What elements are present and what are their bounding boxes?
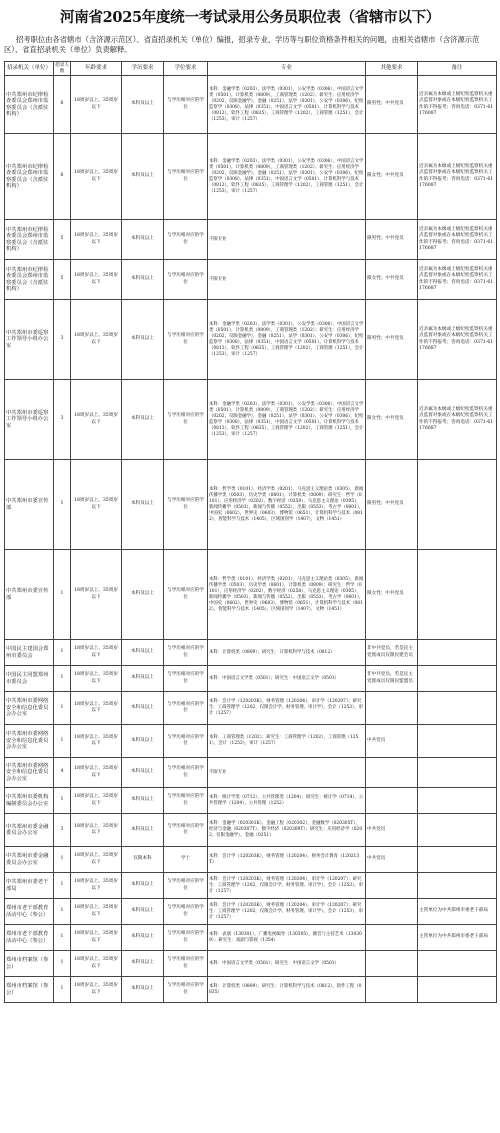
cell-age: 18周岁以上、35周岁以下 — [71, 951, 122, 977]
cell-other: 中共党员 — [366, 814, 418, 847]
cell-count: 4 — [54, 758, 71, 788]
cell-major: 本科：哲学类（0101），经济学类（0201），马克思主义理论类（0305），新闻传播学类（0503），历史学类（0601），计算机类（0809）；研究生：哲学（0101），应用经济学（0202），数字经济（0258），马克思主义理论（0305），新闻传播学（0503），新闻与传播（0552），出版（0553），考古学（0601），中国史（0602），世界史（0603），博物馆（0651），计算机科学与技术（0812），智能科学与技术（1405），区域国别学（1407），文物（1451） — [208, 550, 366, 640]
cell-degree: 与学历相对应的学位 — [164, 134, 208, 220]
table-row — [5, 847, 497, 873]
cell-major: 本科：工商管理类（1202）；研究生：工商管理学（1202），工商管理（1251），会计（1253），审计（1257） — [208, 725, 366, 758]
cell-age: 18周岁以上、35周岁以下 — [71, 977, 122, 1003]
cell-major: 本科：统计学类（0712），公共管理类（1204）；研究生：统计学（0714），公共管理学（1204），公共管理（1252） — [208, 788, 366, 814]
cell-age: 18周岁以上、35周岁以下 — [71, 134, 122, 220]
cell-unit: 中共郑州市委网络安全和信息化委员会办公室 — [5, 725, 54, 758]
cell-age: 18周岁以上、35周岁以下 — [71, 260, 122, 300]
cell-major: 本科：会计学（120203K），财务管理（120204），审计学（120207）；研究生：工商管理学（1202，仅限会计学、财务管理、审计学），会计（1253），审计（1257） — [208, 899, 366, 925]
cell-degree: 与学历相对应的学位 — [164, 788, 208, 814]
cell-degree: 与学历相对应的学位 — [164, 873, 208, 899]
cell-note: 近亲属为本级或上级纪检监察机关重点监督对象或在本级纪检监察机关工作的不得报考；咨询电话：0371-61176087 — [418, 380, 497, 460]
cell-education: 本科及以上 — [122, 220, 164, 260]
cell-education: 本科及以上 — [122, 640, 164, 666]
cell-major: 本科：金融学类（0203），法学类（0301），公安学类（0306），中国语言文学类（0501），计算机类（0809），工商管理类（1202）；研究生：应用经济学（0202，仅限金融学），金融（0251），法学（0301），公安学（0306），纪检监察学（0308），法律（0351），中国语言文学（0501），计算机科学与技术（0812），软件工程（0835），工商管理学（1202），工商管理（1251），会计（1253），审计（1257） — [208, 76, 366, 134]
cell-note: 近亲属为本级或上级纪检监察机关重点监督对象或在本级纪检监察机关工作的不得报考；咨询电话：0371-61176087 — [418, 260, 497, 300]
cell-degree: 与学历相对应的学位 — [164, 460, 208, 550]
cell-major: 不限专业 — [208, 758, 366, 788]
cell-degree: 与学历相对应的学位 — [164, 758, 208, 788]
cell-unit: 中国民主同盟郑州市委员会 — [5, 666, 54, 692]
cell-age: 18周岁以上、35周岁以下 — [71, 76, 122, 134]
cell-age: 18周岁以上、35周岁以下 — [71, 725, 122, 758]
notice-paragraph: 招考职位由各省辖市（含济源示范区）、省直招录机关（单位）编报，招录专业、学历等与职位资格条件相关的问题，由相关省辖市（含济源示范区）、省直招录机关（单位）负责解释。 — [4, 35, 480, 54]
table-row — [5, 260, 497, 300]
cell-age: 18周岁以上、35周岁以下 — [71, 788, 122, 814]
header-age: 年龄要求 — [71, 62, 122, 76]
cell-age: 18周岁以上、35周岁以下 — [71, 847, 122, 873]
cell-major: 本科：金融学（020301K），金融工程（020302），金融数学（020305T），经济与金融（020307T），数字经济（020309T）；研究生：应用经济学（0202，仅限金融学），金融（0251） — [208, 814, 366, 847]
table-row — [5, 925, 497, 951]
cell-major: 本科：中国语言文学类（0501）；研究生：中国语言文学（0501） — [208, 666, 366, 692]
cell-education: 本科及以上 — [122, 788, 164, 814]
cell-age: 18周岁以上、35周岁以下 — [71, 873, 122, 899]
cell-count: 1 — [54, 925, 71, 951]
table-row — [5, 380, 497, 460]
cell-note: 近亲属为本级或上级纪检监察机关重点监督对象或在本级纪检监察机关工作的不得报考；咨询电话：0371-61176087 — [418, 300, 497, 380]
cell-major: 本科：会计学（120203K），财务管理（120204），审计学（120207）；研究生：工商管理学（1202，仅限会计学、财务管理、审计学），会计（1253），审计（1257） — [208, 873, 366, 899]
cell-age: 18周岁以上、35周岁以下 — [71, 758, 122, 788]
cell-unit: 中共郑州市委金融委员会办公室 — [5, 814, 54, 847]
cell-other: 非中共党员，若是民主党派成员仅限民盟盟员 — [366, 666, 418, 692]
cell-other: 限女性；中共党员 — [366, 380, 418, 460]
cell-age: 18周岁以上、35周岁以下 — [71, 814, 122, 847]
cell-age: 18周岁以上、35周岁以下 — [71, 460, 122, 550]
cell-age: 18周岁以上、35周岁以下 — [71, 899, 122, 925]
cell-other — [366, 692, 418, 725]
cell-unit: 中共郑州市委宣传部 — [5, 460, 54, 550]
cell-other: 限女性；中共党员 — [366, 260, 418, 300]
cell-unit: 中共郑州市委网络安全和信息化委员会办公室 — [5, 758, 54, 788]
cell-major: 本科：金融学类（0203），法学类（0301），公安学类（0306），中国语言文学类（0501），计算机类（0809），工商管理类（1202）；研究生：应用经济学（0202，仅限金融学），金融（0251），法学（0301），公安学（0306），纪检监察学（0308），法律（0351），中国语言文学（0501），计算机科学与技术（0812），软件工程（0835），工商管理学（1202），工商管理（1251），会计（1253），审计（1257） — [208, 300, 366, 380]
cell-major: 本科：计算机类（0809）；研究生：计算机科学与技术（0812） — [208, 640, 366, 666]
cell-note: 近亲属为本级或上级纪检监察机关重点监督对象或在本级纪检监察机关工作的不得报考；咨询电话：0371-61176087 — [418, 220, 497, 260]
cell-note: 主管单位为中共郑州市委老干部局 — [418, 899, 497, 925]
cell-note: 近亲属为本级或上级纪检监察机关重点监督对象或在本级纪检监察机关工作的不得报考；咨询电话：0371-61176087 — [418, 76, 497, 134]
cell-note — [418, 977, 497, 1003]
table-row — [5, 640, 497, 666]
cell-education: 本科及以上 — [122, 260, 164, 300]
cell-count: 5 — [54, 260, 71, 300]
cell-count: 6 — [54, 134, 71, 220]
cell-major: 本科：金融学类（0203），法学类（0301），公安学类（0306），中国语言文学类（0501），计算机类（0809），工商管理类（1202）；研究生：应用经济学（0202，仅限金融学），金融（0251），法学（0301），公安学（0306），纪检监察学（0308），法律（0351），中国语言文学（0501），计算机科学与技术（0812），软件工程（0835），工商管理学（1202），工商管理（1251），会计（1253），审计（1257） — [208, 380, 366, 460]
cell-other — [366, 788, 418, 814]
cell-age: 18周岁以上、35周岁以下 — [71, 550, 122, 640]
cell-degree: 与学历相对应的学位 — [164, 300, 208, 380]
cell-age: 18周岁以上、35周岁以下 — [71, 692, 122, 725]
cell-note — [418, 666, 497, 692]
cell-note — [418, 788, 497, 814]
cell-education: 本科及以上 — [122, 899, 164, 925]
header-major: 专业 — [208, 62, 366, 76]
table-body — [5, 76, 497, 1003]
header-note: 备注 — [418, 62, 497, 76]
cell-unit: 中共郑州市纪律检查委员会郑州市监察委员会（含派驻机构） — [5, 260, 54, 300]
header-unit: 招录机关（单位） — [5, 62, 54, 76]
table-row — [5, 788, 497, 814]
cell-note — [418, 758, 497, 788]
table-row — [5, 725, 497, 758]
cell-note — [418, 640, 497, 666]
cell-unit: 中共郑州市委宣传部 — [5, 550, 54, 640]
cell-unit: 中共郑州市委网络安全和信息化委员会办公室 — [5, 692, 54, 725]
table-row — [5, 873, 497, 899]
cell-note: 主管单位为中共郑州市委老干部局 — [418, 925, 497, 951]
cell-note: 近亲属为本级或上级纪检监察机关重点监督对象或在本级纪检监察机关工作的不得报考；咨询电话：0371-61176087 — [418, 134, 497, 220]
cell-degree: 与学历相对应的学位 — [164, 380, 208, 460]
cell-age: 18周岁以上、35周岁以下 — [71, 925, 122, 951]
cell-count: 3 — [54, 300, 71, 380]
cell-education: 本科及以上 — [122, 758, 164, 788]
cell-major: 本科：中国语言文学类（0501）；研究生：中国语言文学（0501） — [208, 951, 366, 977]
cell-note — [418, 725, 497, 758]
cell-education: 本科及以上 — [122, 925, 164, 951]
cell-count: 5 — [54, 220, 71, 260]
cell-unit: 中国民主建国会郑州市委员会 — [5, 640, 54, 666]
table-row — [5, 220, 497, 260]
cell-degree: 与学历相对应的学位 — [164, 925, 208, 951]
cell-education: 本科及以上 — [122, 550, 164, 640]
cell-major: 本科：金融学类（0203），法学类（0301），公安学类（0306），中国语言文学类（0501），计算机类（0809），工商管理类（1202）；研究生：应用经济学（0202，仅限金融学），金融（0251），法学（0301），公安学（0306），纪检监察学（0308），法律（0351），中国语言文学（0501），计算机科学与技术（0812），软件工程（0835），工商管理学（1202），工商管理（1251），会计（1253），审计（1257） — [208, 134, 366, 220]
cell-count: 3 — [54, 814, 71, 847]
cell-count: 1 — [54, 873, 71, 899]
cell-count: 1 — [54, 460, 71, 550]
cell-other — [366, 758, 418, 788]
cell-other: 限男性；中共党员 — [366, 300, 418, 380]
cell-other: 非中共党员，若是民主党派成员仅限民建会员 — [366, 640, 418, 666]
cell-count: 1 — [54, 550, 71, 640]
cell-other: 中共党员 — [366, 725, 418, 758]
cell-unit: 中共郑州市委机构编制委员会办公室 — [5, 788, 54, 814]
cell-count: 1 — [54, 847, 71, 873]
cell-major: 不限专业 — [208, 220, 366, 260]
table-row — [5, 977, 497, 1003]
cell-other — [366, 873, 418, 899]
table-row — [5, 550, 497, 640]
cell-degree: 与学历相对应的学位 — [164, 260, 208, 300]
cell-degree: 与学历相对应的学位 — [164, 814, 208, 847]
cell-note — [418, 873, 497, 899]
table-row — [5, 666, 497, 692]
cell-note — [418, 951, 497, 977]
cell-unit: 郑州市老干部教育活动中心（参公） — [5, 899, 54, 925]
table-header-row — [5, 62, 497, 76]
cell-unit: 郑州市档案馆（参公） — [5, 951, 54, 977]
cell-education: 本科及以上 — [122, 76, 164, 134]
cell-major: 不限专业 — [208, 260, 366, 300]
cell-count: 1 — [54, 640, 71, 666]
cell-degree: 与学历相对应的学位 — [164, 692, 208, 725]
cell-education: 本科及以上 — [122, 951, 164, 977]
table-row — [5, 76, 497, 134]
cell-unit: 中共郑州市纪律检查委员会郑州市监察委员会（含派驻机构） — [5, 76, 54, 134]
cell-degree: 与学历相对应的学位 — [164, 951, 208, 977]
cell-other: 限男性；中共党员 — [366, 220, 418, 260]
job-table — [4, 61, 497, 1003]
cell-education: 本科及以上 — [122, 725, 164, 758]
cell-degree: 与学历相对应的学位 — [164, 899, 208, 925]
cell-other — [366, 925, 418, 951]
cell-major: 本科：会计学（120203K），财务管理（120204），财务会计教育（120213T） — [208, 847, 366, 873]
cell-age: 18周岁以上、35周岁以下 — [71, 220, 122, 260]
cell-other: 限男性；中共党员 — [366, 76, 418, 134]
table-row — [5, 134, 497, 220]
table-row — [5, 951, 497, 977]
cell-other: 限女性；中共党员 — [366, 550, 418, 640]
header-degree: 学位要求 — [164, 62, 208, 76]
cell-education: 仅限本科 — [122, 847, 164, 873]
cell-degree: 学士 — [164, 847, 208, 873]
cell-education: 本科及以上 — [122, 300, 164, 380]
cell-major: 本科：会计学（120203K），财务管理（120204），审计学（120207）；研究生：工商管理学（1202，仅限会计学、财务管理、审计学），会计（1253），审计（1257） — [208, 692, 366, 725]
cell-education: 本科及以上 — [122, 666, 164, 692]
cell-count: 1 — [54, 951, 71, 977]
cell-degree: 与学历相对应的学位 — [164, 640, 208, 666]
cell-degree: 与学历相对应的学位 — [164, 977, 208, 1003]
cell-age: 18周岁以上、35周岁以下 — [71, 300, 122, 380]
cell-note — [418, 460, 497, 550]
cell-major: 本科：表演（130301），广播电视编导（130305），播音与主持艺术（130309）；研究生：戏剧与影视（1354） — [208, 925, 366, 951]
cell-education: 本科及以上 — [122, 380, 164, 460]
cell-note — [418, 692, 497, 725]
cell-other: 中共党员 — [366, 847, 418, 873]
header-other: 其他要求 — [366, 62, 418, 76]
cell-unit: 中共郑州市纪律检查委员会郑州市监察委员会（含派驻机构） — [5, 134, 54, 220]
cell-degree: 与学历相对应的学位 — [164, 550, 208, 640]
cell-age: 18周岁以上、35周岁以下 — [71, 666, 122, 692]
cell-unit: 中共郑州市委金融委员会办公室 — [5, 847, 54, 873]
cell-note — [418, 814, 497, 847]
cell-count: 1 — [54, 899, 71, 925]
table-row — [5, 692, 497, 725]
cell-education: 本科及以上 — [122, 814, 164, 847]
header-education: 学历要求 — [122, 62, 164, 76]
cell-unit: 中共郑州市委老干部局 — [5, 873, 54, 899]
table-row — [5, 300, 497, 380]
cell-major: 本科：计算机类（0809）；研究生：计算机科学与技术（0812），软件工程（0835） — [208, 977, 366, 1003]
table-row — [5, 899, 497, 925]
cell-unit: 中共郑州市纪律检查委员会郑州市监察委员会（含派驻机构） — [5, 220, 54, 260]
cell-other: 限女性；中共党员 — [366, 134, 418, 220]
cell-unit: 郑州市档案馆（参公） — [5, 977, 54, 1003]
page-title: 河南省2025年度统一考试录用公务员职位表（省辖市以下） — [60, 9, 440, 26]
table-row — [5, 460, 497, 550]
cell-education: 本科及以上 — [122, 134, 164, 220]
cell-unit: 郑州市老干部教育活动中心（参公） — [5, 925, 54, 951]
cell-other — [366, 951, 418, 977]
cell-age: 18周岁以上、35周岁以下 — [71, 380, 122, 460]
cell-education: 本科及以上 — [122, 873, 164, 899]
cell-degree: 与学历相对应的学位 — [164, 220, 208, 260]
cell-degree: 与学历相对应的学位 — [164, 76, 208, 134]
cell-education: 本科及以上 — [122, 460, 164, 550]
table-row — [5, 758, 497, 788]
cell-other — [366, 899, 418, 925]
cell-note — [418, 550, 497, 640]
cell-unit: 中共郑州市委巡察工作领导小组办公室 — [5, 300, 54, 380]
table-row — [5, 814, 497, 847]
cell-note — [418, 847, 497, 873]
cell-other: 限男性；中共党员 — [366, 460, 418, 550]
cell-count: 1 — [54, 666, 71, 692]
cell-unit: 中共郑州市委巡察工作领导小组办公室 — [5, 380, 54, 460]
cell-major: 本科：哲学类（0101），经济学类（0201），马克思主义理论类（0305），新闻传播学类（0503），历史学类（0601），计算机类（0809）；研究生：哲学（0101），应用经济学（0202），数字经济（0258），马克思主义理论（0305），新闻传播学（0503），新闻与传播（0552），出版（0553），考古学（0601），中国史（0602），世界史（0603），博物馆（0651），计算机科学与技术（0812），智能科学与技术（1405），区域国别学（1407），文物（1451） — [208, 460, 366, 550]
cell-count: 1 — [54, 977, 71, 1003]
cell-count: 6 — [54, 76, 71, 134]
cell-education: 本科及以上 — [122, 977, 164, 1003]
cell-degree: 与学历相对应的学位 — [164, 725, 208, 758]
cell-education: 本科及以上 — [122, 692, 164, 725]
cell-count: 1 — [54, 725, 71, 758]
cell-age: 18周岁以上、35周岁以下 — [71, 640, 122, 666]
cell-count: 1 — [54, 692, 71, 725]
header-count: 招录人数 — [55, 63, 69, 74]
cell-other — [366, 977, 418, 1003]
cell-degree: 与学历相对应的学位 — [164, 666, 208, 692]
cell-count: 3 — [54, 380, 71, 460]
cell-count: 1 — [54, 788, 71, 814]
